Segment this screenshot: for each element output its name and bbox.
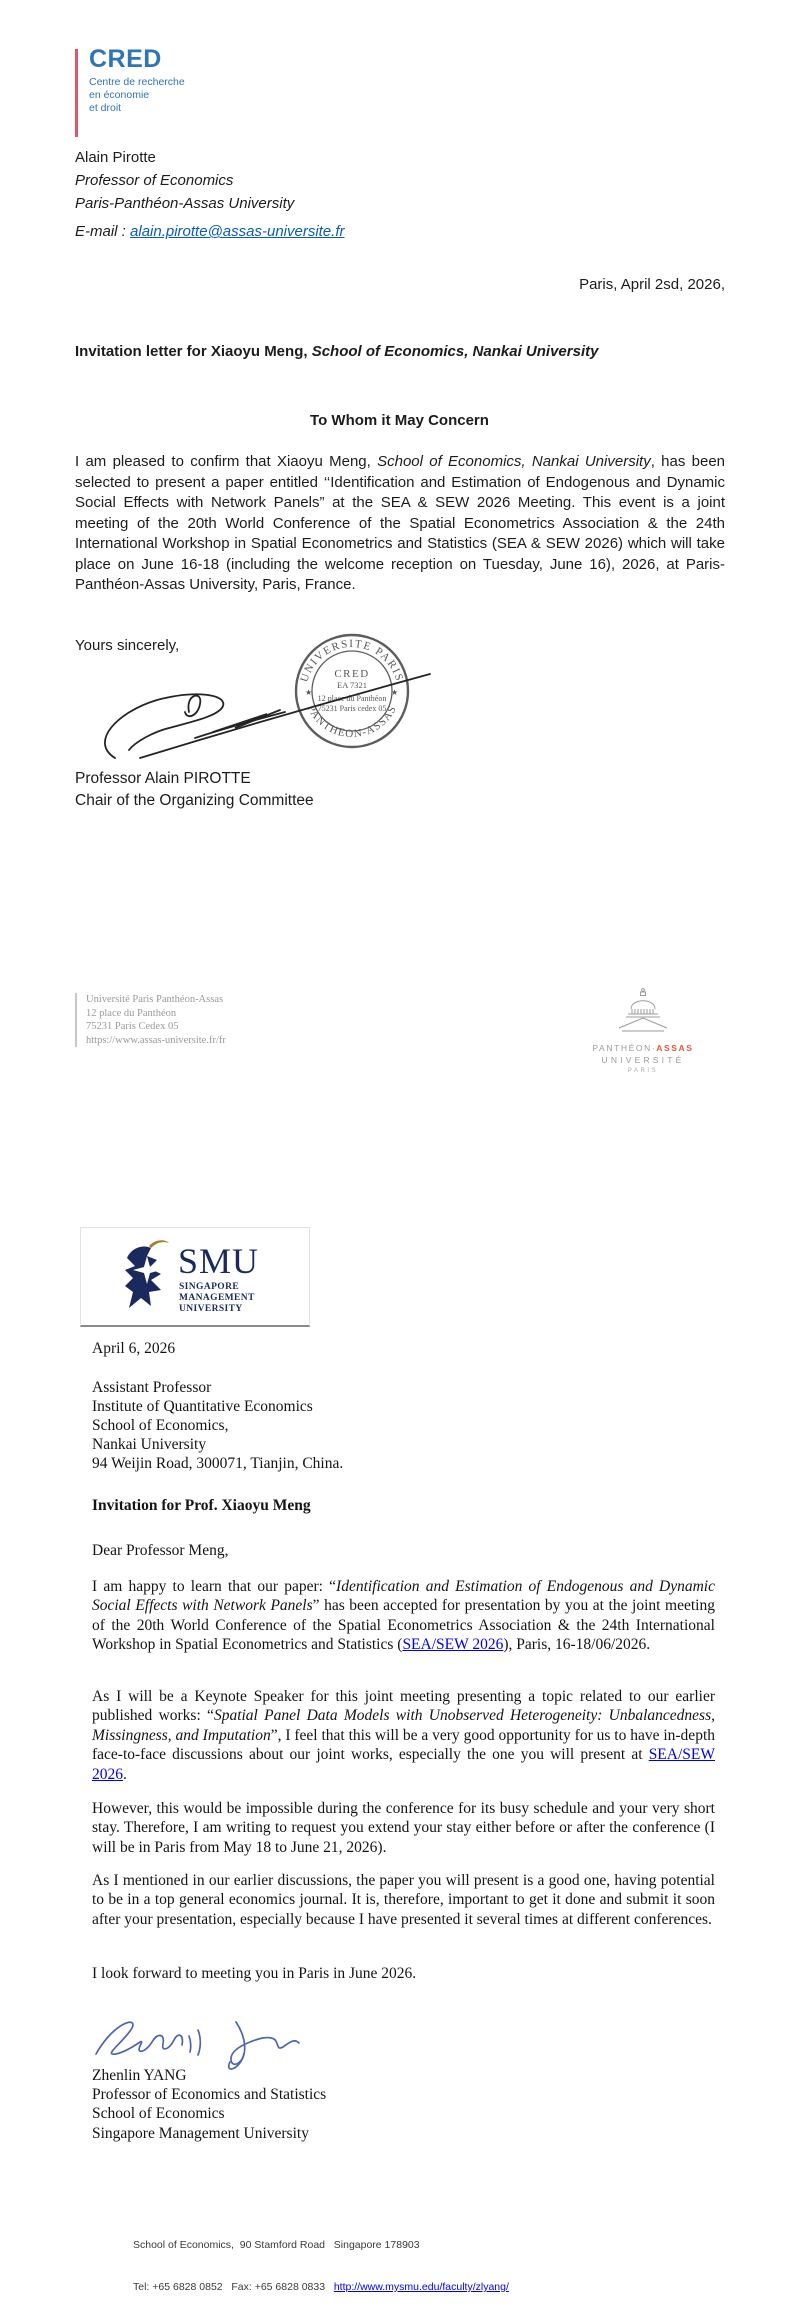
cred-logo bbox=[75, 46, 185, 115]
cred-logo-name: CRED bbox=[89, 45, 162, 73]
salutation: To Whom it May Concern bbox=[310, 412, 489, 429]
stamp-center-2: EA 7321 bbox=[337, 680, 367, 690]
sender-name: Alain Pirotte bbox=[75, 149, 156, 166]
pirotte-signature bbox=[95, 650, 445, 768]
stamp-bottom-arc: PANTHEON-ASSAS bbox=[304, 703, 400, 741]
letter2-signer-block: Zhenlin YANG Professor of Economics and Statistics School of Economics Singapore Management University bbox=[92, 2067, 327, 2142]
closing: Yours sincerely, bbox=[75, 637, 180, 654]
email-label: E-mail : bbox=[75, 223, 131, 240]
smu-lion-icon bbox=[121, 1236, 173, 1316]
stamp-center-4: 75231 Paris cedex 05 bbox=[317, 704, 387, 713]
smu-logo-acronym: SMU bbox=[178, 1241, 260, 1281]
sender-university: Paris-Panthéon-Assas University bbox=[75, 195, 295, 212]
sea-sew-link-1[interactable]: SEA/SEW 2026 bbox=[402, 1636, 504, 1654]
recipient-block: Assistant Professor Institute of Quantitative Economics School of Economics, Nankai University 94 Weijin Road, 300071, Tianjin, China. bbox=[92, 1379, 344, 1472]
sea-sew-link-2[interactable]: SEA/SEW 2026 bbox=[92, 1746, 715, 1783]
paragraph-1: I am happy to learn that our paper: “Identification and Estimation of Endogenous and Dynamic Social Effects with Network Panels” has been accepted for presentation by you at the joint meeting of the 20th World Conference of the Spatial Econometrics Association & the 24th International Workshop in Spatial Econometrics and Statistics (SEA/SEW 2026), Paris, 16-18/06/2026. bbox=[92, 1578, 715, 1654]
letter2-footer bbox=[133, 2210, 509, 2322]
subject-line: Invitation letter for Xiaoyu Meng, School of Economics, Nankai University bbox=[75, 343, 599, 360]
sender-title: Professor of Economics bbox=[75, 172, 234, 189]
stamp-top-arc: UNIVERSITE PARIS bbox=[298, 637, 406, 684]
pa-logo-line1: PANTHÉON·ASSAS bbox=[592, 1043, 694, 1053]
stamp-center-3: 12 place du Panthéon bbox=[317, 694, 387, 703]
smu-logo-name: SINGAPORE MANAGEMENT UNIVERSITY bbox=[179, 1282, 255, 1314]
smu-faculty-url-link[interactable]: http://www.mysmu.edu/faculty/zlyang/ bbox=[333, 2281, 509, 2293]
sender-block bbox=[75, 146, 345, 243]
paragraph-2: As I will be a Keynote Speaker for this joint meeting presenting a topic related to our earlier published works: “Spatial Panel Data Models with Unobserved Heterogeneity: Unbalancedness, Missingness, and Imputation”, I feel that this will be a very good opportunity for us to have in-depth face-to-face discussions about our joint works, especially the one you will present at SEA/SEW 2026. bbox=[92, 1688, 715, 1783]
footer-contact-line: Tel: +65 6828 0852 Fax: +65 6828 0833 http://www.mysmu.edu/faculty/zlyang/ bbox=[133, 2281, 509, 2293]
signer-name: Professor Alain PIROTTE bbox=[75, 770, 251, 787]
stamp-star-left: ★ bbox=[305, 688, 313, 697]
pantheon-dome-icon bbox=[614, 986, 672, 1036]
sender-email-link[interactable]: alain.pirotte@assas-universite.fr bbox=[130, 223, 345, 240]
smu-logo bbox=[80, 1227, 310, 1327]
stamp-center-1: CRED bbox=[334, 668, 370, 680]
footer-address-line: School of Economics, 90 Stamford Road Singapore 178903 bbox=[133, 2239, 420, 2251]
paragraph-3: However, this would be impossible during the conference for its busy schedule and your very short stay. Therefore, I am writing to request you extend your stay either before or after the conference (I will be in Paris from May 18 to June 21, 2026). bbox=[92, 1800, 715, 1856]
paragraph-4: As I mentioned in our earlier discussions, the paper you will present is a good one, having potential to be in a top general economics journal. It is, therefore, important to get it done and submit it soon after your presentation, especially because I have presented it several times at different conferences. bbox=[92, 1872, 715, 1928]
letter2-subject: Invitation for Prof. Xiaoyu Meng bbox=[92, 1497, 311, 1514]
body-paragraph: I am pleased to confirm that Xiaoyu Meng, School of Economics, Nankai University, has been selected to present a paper entitled ‘‘Identification and Estimation of Endogenous and Dynamic Social Effects with Network Panels” at the SEA & SEW 2026 Meeting. This event is a joint meeting of the 20th World Conference of the Spatial Econometrics Association & the 24th International Workshop in Spatial Econometrics and Statistics (SEA & SEW 2026) which will take place on June 16-18 (including the welcome reception on Tuesday, June 16), 2026, at Paris-Panthéon-Assas University, Paris, France. bbox=[75, 453, 725, 593]
sender-email-line bbox=[75, 220, 345, 243]
letter2-date: April 6, 2026 bbox=[92, 1340, 176, 1357]
assas-url: https://www.assas-universite.fr/fr bbox=[86, 1034, 226, 1046]
pa-logo-line2: UNIVERSITÉ bbox=[601, 1055, 685, 1065]
cred-logo-tagline: Centre de recherche en économie et droit bbox=[89, 76, 185, 114]
signer-block bbox=[75, 768, 314, 811]
signer-title: Chair of the Organizing Committee bbox=[75, 791, 314, 809]
letterhead-footer: Université Paris Panthéon-Assas 12 place du Panthéon 75231 Paris Cedex 05 https://www.assas-universite.fr/fr bbox=[75, 993, 226, 1047]
stamp-star-right: ★ bbox=[391, 688, 399, 697]
pantheon-assas-logo bbox=[583, 986, 703, 1074]
paragraph-5: I look forward to meeting you in Paris in June 2026. bbox=[92, 1965, 417, 1982]
letter2-salutation: Dear Professor Meng, bbox=[92, 1542, 229, 1559]
pa-logo-line3: PARIS bbox=[627, 1068, 659, 1074]
cred-logo-bar bbox=[75, 49, 78, 137]
dateline: Paris, April 2sd, 2026, bbox=[579, 276, 725, 293]
